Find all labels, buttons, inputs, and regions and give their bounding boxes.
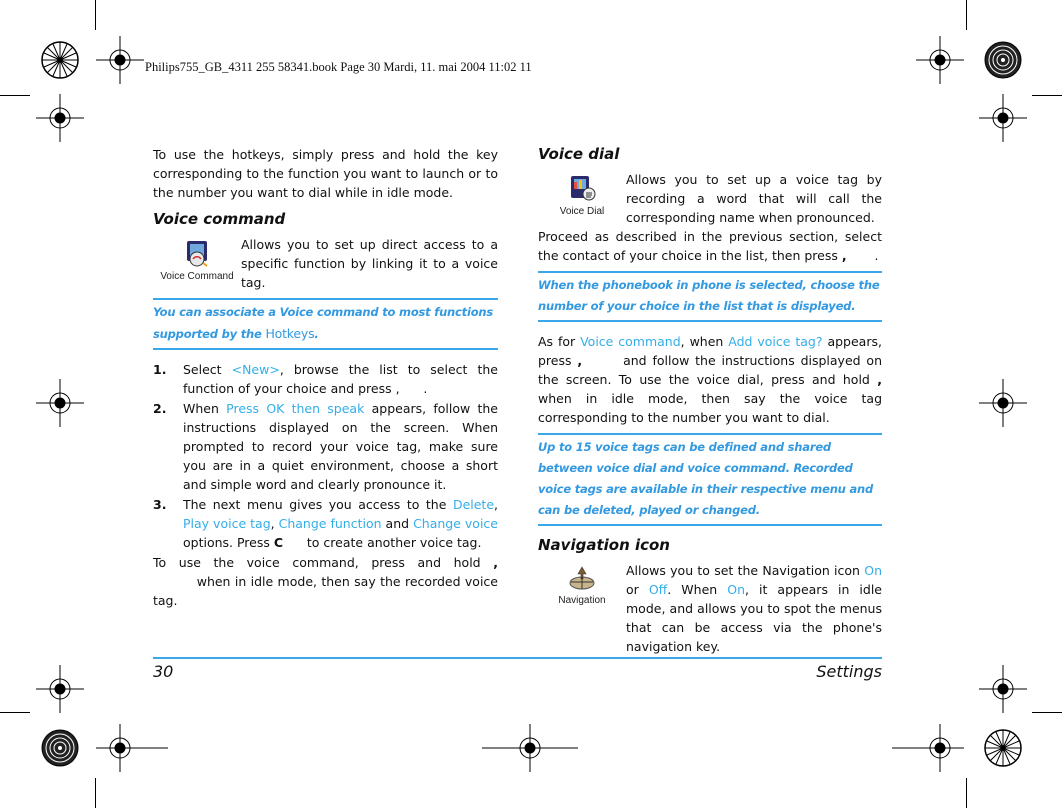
voice-dial-as-for bbox=[538, 332, 882, 427]
navigation-icon-label: Navigation bbox=[558, 595, 606, 606]
print-header: Philips755_GB_4311 255 58341.book Page 30 Mardi, 11. mai 2004 11:02 11 bbox=[145, 60, 532, 74]
nav-text: Allows you to set the Navigation icon bbox=[626, 563, 860, 578]
option-change-function: Change function bbox=[278, 516, 382, 531]
voice-dial-icon-box bbox=[538, 170, 626, 221]
step-text: to create another voice tag. bbox=[306, 535, 482, 550]
step-end: . bbox=[423, 381, 428, 396]
asfor-text: when in idle mode, then say the voice tag corresponding to the number you want to dial. bbox=[538, 391, 882, 425]
outro-text: To use the voice command, press and hold bbox=[153, 555, 481, 570]
navigation-icon-box bbox=[538, 561, 626, 610]
step-text: , browse the list to select the function of your choice and press bbox=[183, 362, 498, 396]
nav-text: . When bbox=[667, 582, 718, 597]
hotkeys-link: Hotkeys bbox=[265, 326, 315, 341]
list-item bbox=[153, 399, 498, 494]
ok-key: , bbox=[877, 372, 882, 387]
voice-dial-icon bbox=[568, 174, 596, 202]
ok-key: , bbox=[577, 353, 583, 368]
voice-dial-proceed bbox=[538, 227, 882, 265]
list-item: 3. The next menu gives you access to the Delete, Play voice tag, Change function and Change voice options. Press C to create another voice tag. bbox=[153, 497, 498, 550]
page-number: 30 bbox=[153, 662, 174, 681]
voice-command-block bbox=[153, 235, 498, 292]
nav-text: , it appears in idle mode, and allows you to spot the menus that can be access via the phone's navigation key. bbox=[626, 582, 882, 654]
off-option: Off bbox=[648, 582, 668, 597]
ok-key: , bbox=[493, 555, 498, 570]
voice-command-icon bbox=[184, 239, 210, 267]
option-change-voice: Change voice bbox=[413, 516, 498, 531]
voice-command-icon-box bbox=[153, 235, 241, 286]
step-text: appears, follow the instructions displayed on the screen. When prompted to record your voice tag, make sure you are in a quiet environment, choose a short and simple word and clearly pronounce it. bbox=[183, 401, 498, 492]
step-text: The next menu gives you access to the bbox=[183, 497, 447, 512]
asfor-text: appears, press bbox=[538, 334, 882, 368]
voice-command-link: Voice command bbox=[580, 334, 681, 349]
nav-text: or bbox=[626, 582, 639, 597]
navigation-icon-block bbox=[538, 561, 882, 656]
voice-command-heading: Voice command bbox=[153, 210, 286, 228]
voice-command-outro bbox=[153, 553, 498, 610]
on-option: On bbox=[864, 563, 882, 578]
asfor-text: As for bbox=[538, 334, 576, 349]
new-option: <New> bbox=[231, 362, 280, 377]
option-delete: Delete bbox=[452, 497, 495, 512]
add-voice-tag-prompt: Add voice tag? bbox=[728, 334, 823, 349]
step-text: Select bbox=[183, 362, 222, 377]
voice-dial-icon-label: Voice Dial bbox=[559, 206, 605, 217]
outro-text: when in idle mode, then say the recorded voice tag. bbox=[153, 574, 498, 608]
step-number: 2. bbox=[153, 401, 167, 416]
step-text: When bbox=[183, 401, 219, 416]
prompt-text: Press OK then speak bbox=[226, 401, 365, 416]
section-name: Settings bbox=[816, 662, 882, 681]
voice-dial-block bbox=[538, 170, 882, 227]
voice-dial-heading: Voice dial bbox=[538, 145, 620, 163]
hotkeys-intro: To use the hotkeys, simply press and hold the key corresponding to the function you want to launch or to the number you want to dial while in idle mode. bbox=[153, 147, 498, 200]
voice-command-note bbox=[153, 298, 498, 350]
c-key: C bbox=[273, 535, 284, 550]
navigation-description bbox=[626, 561, 882, 656]
note-period: . bbox=[314, 327, 319, 341]
ok-key: , bbox=[841, 248, 847, 263]
note-text: You can associate a Voice command to most functions supported by the bbox=[153, 305, 494, 341]
voice-command-description: Allows you to set up direct access to a specific function by linking it to a voice tag. bbox=[241, 237, 498, 290]
left-column bbox=[153, 145, 498, 610]
voice-command-icon-label: Voice Command bbox=[160, 271, 234, 282]
and-text: and bbox=[385, 516, 410, 531]
voice-tags-note: Up to 15 voice tags can be defined and shared between voice dial and voice command. Recorded voice tags are available in their respective menu and can be deleted, played or changed. bbox=[538, 433, 882, 526]
right-column bbox=[538, 145, 882, 656]
navigation-icon-heading: Navigation icon bbox=[538, 536, 670, 554]
proceed-text: Proceed as described in the previous section, select the contact of your choice in the list, then press bbox=[538, 229, 882, 263]
option-play-voice-tag: Play voice tag bbox=[183, 516, 271, 531]
on-option: On bbox=[727, 582, 746, 597]
asfor-text: , when bbox=[680, 334, 724, 349]
list-item bbox=[153, 360, 498, 398]
navigation-icon bbox=[568, 565, 596, 591]
asfor-text: and follow the instructions displayed on the screen. To use the voice dial, press and hold bbox=[538, 353, 882, 387]
step-number: 3. bbox=[153, 497, 167, 512]
voice-dial-description: Allows you to set up a voice tag by recording a word that will call the corresponding name when pronounced. bbox=[626, 172, 882, 225]
step-text: options. Press bbox=[183, 535, 270, 550]
proceed-end: . bbox=[874, 248, 879, 263]
page-footer bbox=[153, 657, 882, 681]
steps-list bbox=[153, 360, 498, 552]
step-number: 1. bbox=[153, 362, 167, 377]
phonebook-note: When the phonebook in phone is selected, choose the number of your choice in the list that is displayed. bbox=[538, 271, 882, 322]
ok-key: , bbox=[395, 381, 400, 396]
